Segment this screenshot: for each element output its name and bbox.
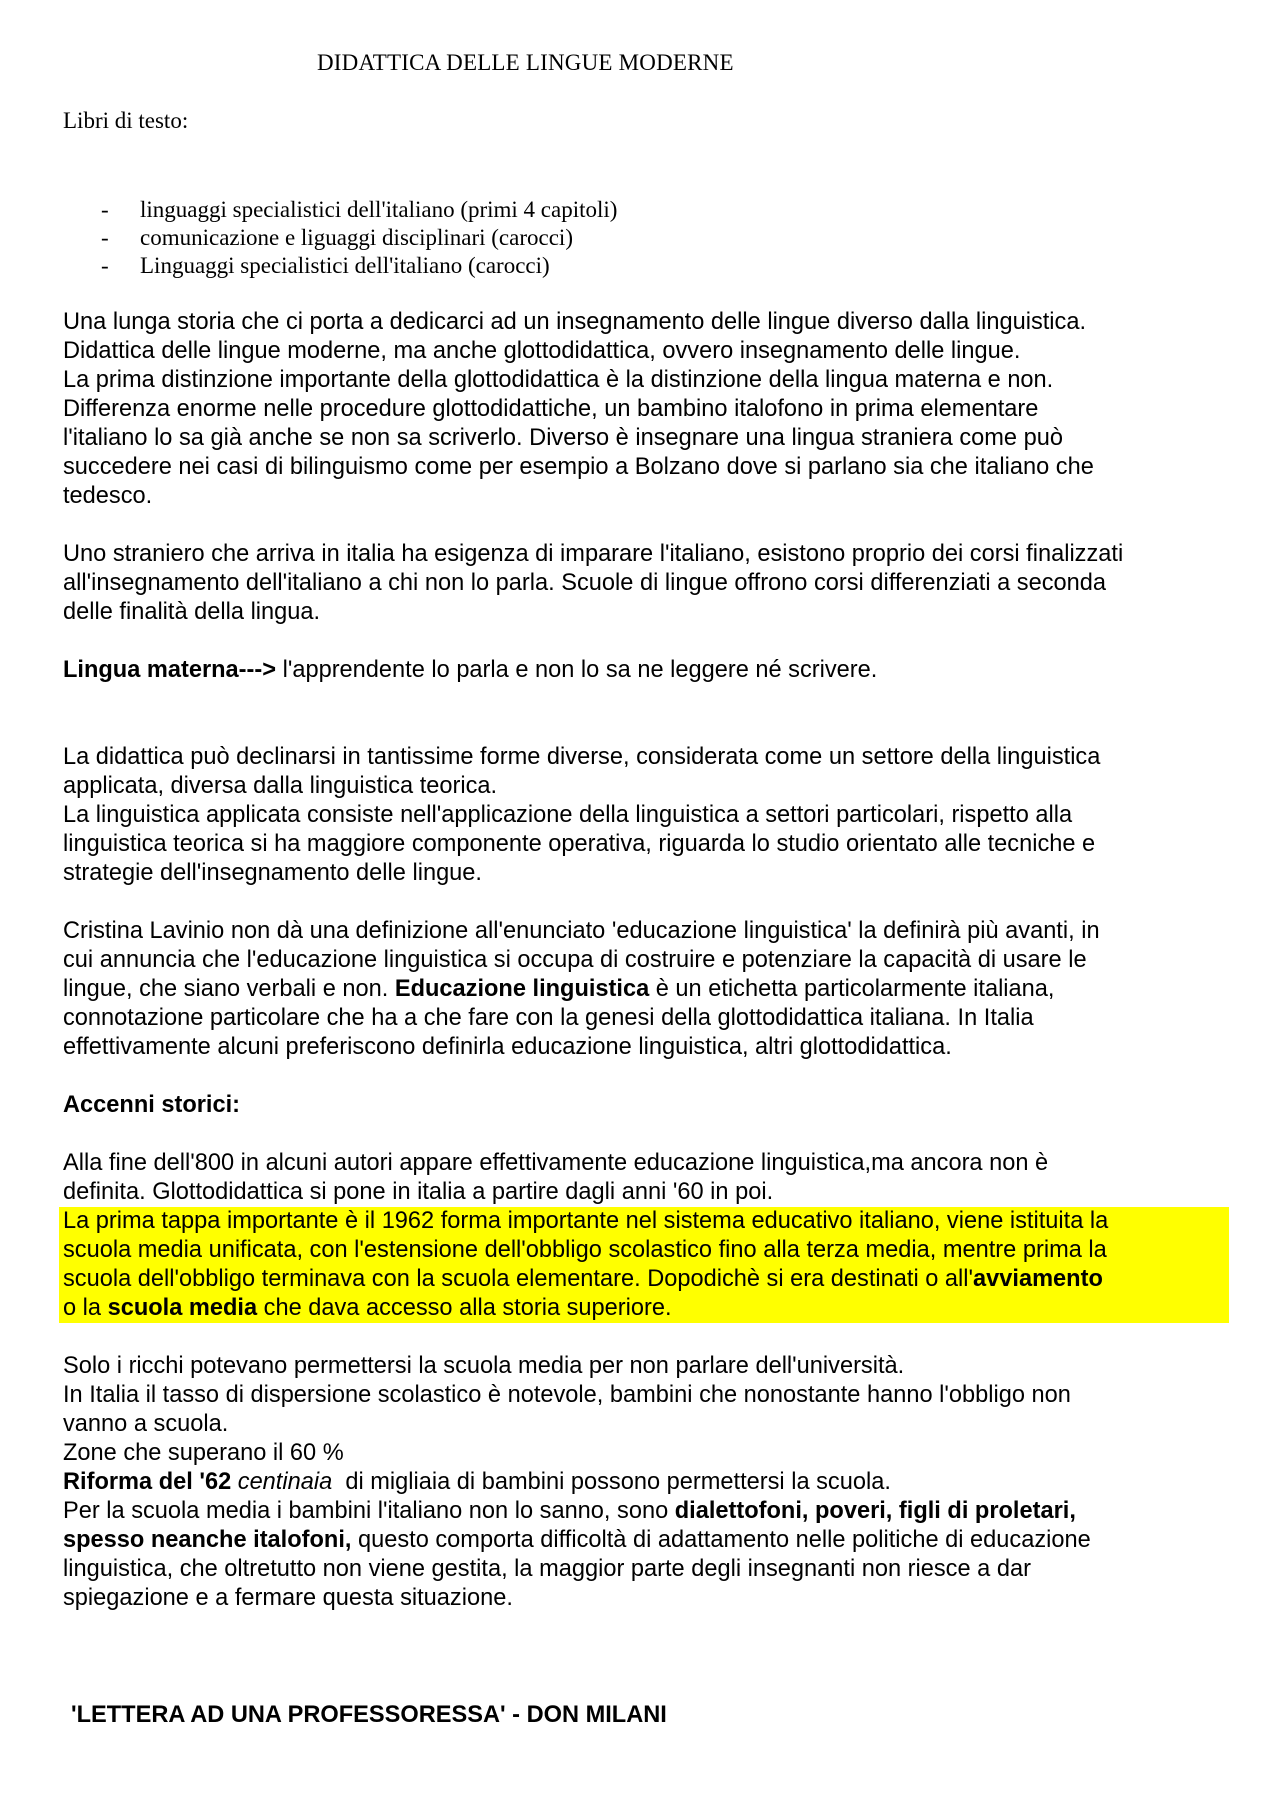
paragraph-history xyxy=(63,1149,1233,1207)
term-riforma: Riforma del '62 xyxy=(63,1469,232,1495)
list-dash: - xyxy=(101,197,109,222)
paragraph-lavinio xyxy=(63,917,1233,1062)
text-line xyxy=(63,1468,1233,1497)
paragraph-foreigner xyxy=(63,540,1233,627)
text-run: che dava accesso alla storia superiore. xyxy=(257,1295,672,1321)
text-line: connotazione particolare che ha a che fare con la genesi della glottodidattica italiana. In Italia xyxy=(63,1005,1034,1031)
text-line: vanno a scuola. xyxy=(63,1411,229,1437)
closing-heading: 'LETTERA AD UNA PROFESSORESSA' - DON MILANI xyxy=(71,1702,667,1728)
text-line: linguistica, che oltretutto non viene gestita, la maggior parte degli insegnanti non riesce a dar xyxy=(63,1556,1031,1582)
list-dash: - xyxy=(101,225,109,250)
text-line: Zone che superano il 60 % xyxy=(63,1440,344,1466)
term-dialettofoni: dialettofoni, poveri, figli di proletari, xyxy=(674,1498,1076,1524)
document-body xyxy=(63,308,1233,1613)
text-line xyxy=(63,1526,1233,1555)
text-line: Alla fine dell'800 in alcuni autori appare effettivamente educazione linguistica,ma ancora non è xyxy=(63,1150,1049,1176)
text-line: Cristina Lavinio non dà una definizione all'enunciato 'educazione linguistica' la definirà più avanti, in xyxy=(63,918,1100,944)
text-line: delle finalità della lingua. xyxy=(63,599,321,625)
text-line: spiegazione e a fermare questa situazione. xyxy=(63,1585,513,1611)
text-line: Una lunga storia che ci porta a dedicarci ad un insegnamento delle lingue diverso dalla linguistica. xyxy=(63,309,1087,335)
list-item xyxy=(101,224,617,252)
list-item xyxy=(101,196,617,224)
text-line: Uno straniero che arriva in italia ha esigenza di imparare l'italiano, esistono proprio dei corsi finalizzati xyxy=(63,541,1124,567)
document-title: DIDATTICA DELLE LINGUE MODERNE xyxy=(317,50,734,75)
text-line: l'italiano lo sa già anche se non sa scriverlo. Diverso è insegnare una lingua straniera come può xyxy=(63,425,1063,451)
list-item-text: Linguaggi specialistici dell'italiano (carocci) xyxy=(140,253,550,278)
text-line: applicata, diversa dalla linguistica teorica. xyxy=(63,773,498,799)
text-line: Didattica delle lingue moderne, ma anche glottodidattica, ovvero insegnamento delle lingue. xyxy=(63,338,1021,364)
term-avviamento: avviamento xyxy=(973,1266,1103,1292)
text-line xyxy=(63,1497,1233,1526)
text-line: La didattica può declinarsi in tantissime forme diverse, considerata come un settore della linguistica xyxy=(63,744,1101,770)
textbook-list xyxy=(101,196,617,280)
text-run: è un etichetta particolarmente italiana, xyxy=(649,976,1055,1002)
text-line xyxy=(63,1294,1229,1323)
section-heading-accenni xyxy=(63,1091,1233,1120)
text-line: In Italia il tasso di dispersione scolastico è notevole, bambini che nonostante hanno l'obbligo non xyxy=(63,1382,1071,1408)
text-run: scuola dell'obbligo terminava con la scuola elementare. Dopodichè si era destinati o all' xyxy=(63,1266,974,1292)
text-line: tedesco. xyxy=(63,483,153,509)
text-run: di migliaia di bambini possono permettersi la scuola. xyxy=(332,1469,891,1495)
term-scuola-media: scuola media xyxy=(107,1295,258,1321)
text-line: Solo i ricchi potevano permettersi la scuola media per non parlare dell'università. xyxy=(63,1353,905,1379)
italic-centinaia: centinaia xyxy=(237,1469,333,1495)
text-line: cui annuncia che l'educazione linguistica si occupa di costruire e potenziare la capacità di usare le xyxy=(63,947,1087,973)
paragraph-riforma xyxy=(63,1352,1233,1613)
text-line xyxy=(63,1265,1229,1294)
text-line: La prima tappa importante è il 1962 forma importante nel sistema educativo italiano, viene istituita la xyxy=(63,1208,1109,1234)
paragraph-didattica xyxy=(63,743,1233,888)
text-run: questo comporta difficoltà di adattamento nelle politiche di educazione xyxy=(351,1527,1091,1553)
text-line: linguistica teorica si ha maggiore componente operativa, riguarda lo studio orientato alle tecniche e xyxy=(63,831,1096,857)
text-line: effettivamente alcuni preferiscono definirla educazione linguistica, altri glottodidattica. xyxy=(63,1034,952,1060)
text-line: strategie dell'insegnamento delle lingue. xyxy=(63,860,482,886)
text-line: scuola media unificata, con l'estensione dell'obbligo scolastico fino alla terza media, mentre prima la xyxy=(63,1237,1107,1263)
text-line: La prima distinzione importante della glottodidattica è la distinzione della lingua materna e non. xyxy=(63,367,1054,393)
list-dash: - xyxy=(101,253,109,278)
textbooks-label: Libri di testo: xyxy=(63,108,189,133)
text-run: o la xyxy=(63,1295,108,1321)
text-line: all'insegnamento dell'italiano a chi non lo parla. Scuole di lingue offrono corsi differenziati a seconda xyxy=(63,570,1106,596)
paragraph-lingua-materna xyxy=(63,656,1233,685)
text-line: succedere nei casi di bilinguismo come per esempio a Bolzano dove si parlano sia che italiano che xyxy=(63,454,1094,480)
text-line: definita. Glottodidattica si pone in italia a partire dagli anni '60 in poi. xyxy=(63,1179,774,1205)
term-lingua-materna: Lingua materna---> xyxy=(63,657,277,683)
highlighted-paragraph xyxy=(59,1207,1229,1323)
text-run: lingue, che siano verbali e non. xyxy=(63,976,395,1002)
heading-text: Accenni storici: xyxy=(63,1092,240,1118)
definition-text: l'apprendente lo parla e non lo sa ne leggere né scrivere. xyxy=(276,657,878,683)
list-item-text: comunicazione e liguaggi disciplinari (carocci) xyxy=(140,225,573,250)
text-line xyxy=(63,975,1233,1004)
list-item xyxy=(101,252,617,280)
list-item-text: linguaggi specialistici dell'italiano (primi 4 capitoli) xyxy=(140,197,618,222)
text-line: Differenza enorme nelle procedure glottodidattiche, un bambino italofono in prima elementare xyxy=(63,396,1039,422)
text-run: Per la scuola media i bambini l'italiano non lo sanno, sono xyxy=(63,1498,675,1524)
term-educazione-linguistica: Educazione linguistica xyxy=(394,976,650,1002)
term-italofoni: spesso neanche italofoni, xyxy=(63,1527,352,1553)
text-line: La linguistica applicata consiste nell'applicazione della linguistica a settori particolari, rispetto alla xyxy=(63,802,1073,828)
paragraph-intro xyxy=(63,308,1233,511)
